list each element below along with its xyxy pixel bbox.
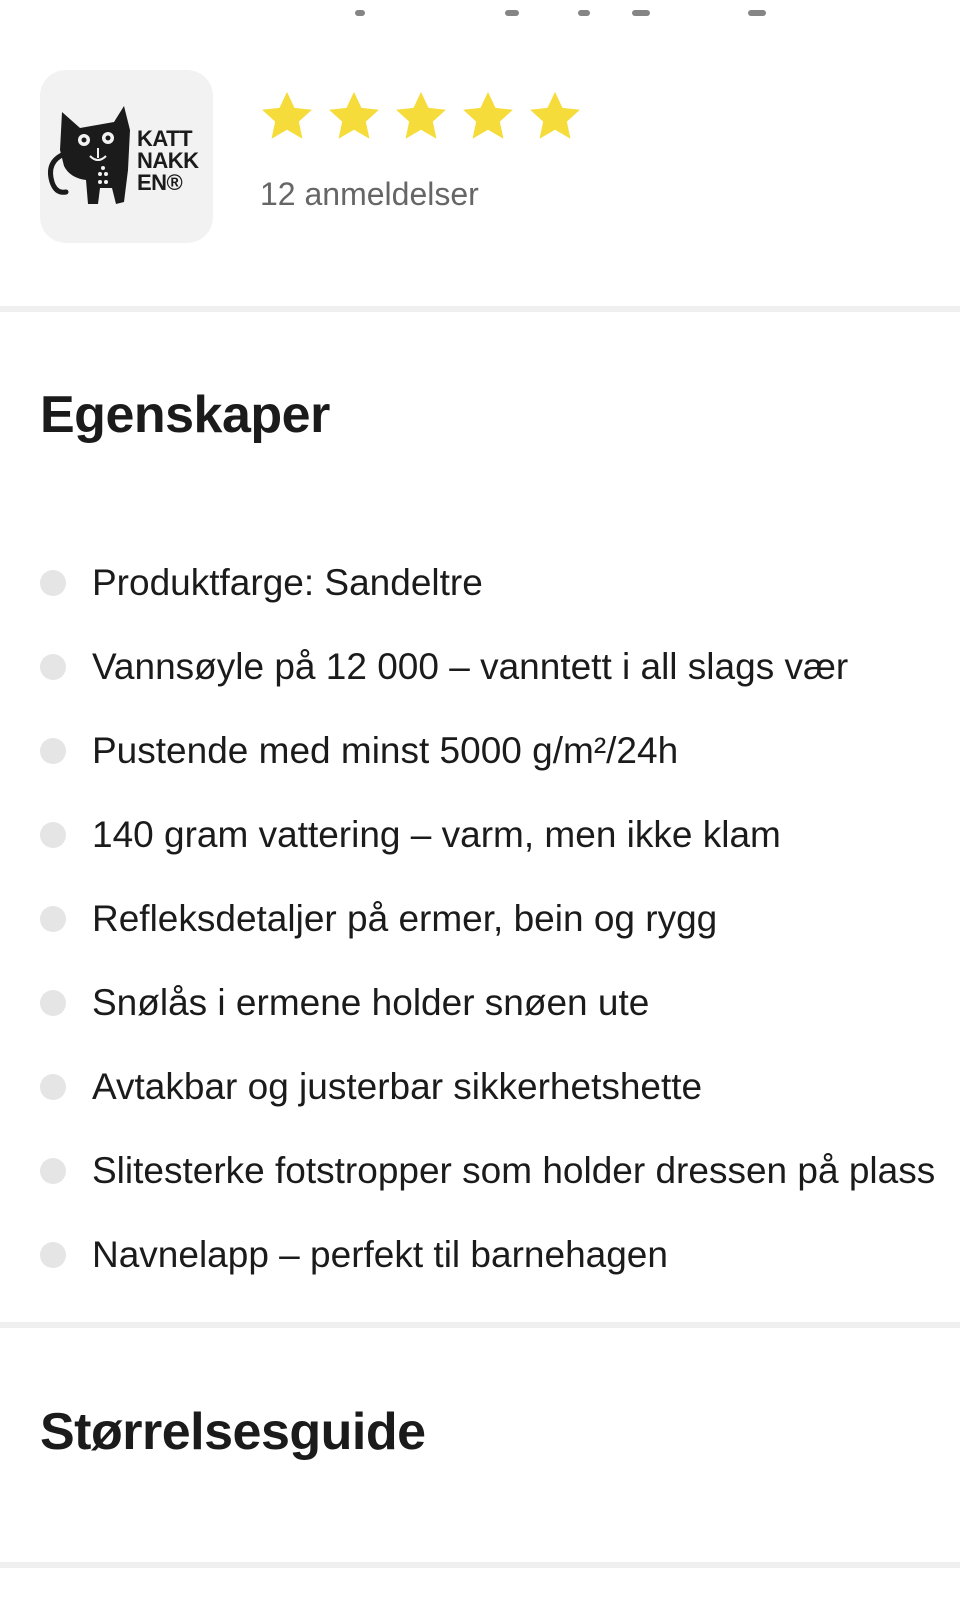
list-item (0, 1138, 960, 1222)
list-item (0, 550, 960, 634)
list-item (0, 1222, 960, 1306)
feature-text: Avtakbar og justerbar sikkerhetshette (92, 1066, 703, 1107)
list-item (0, 718, 960, 802)
list-item (0, 970, 960, 1054)
star-icon (392, 88, 450, 146)
bullet-icon (40, 570, 66, 596)
section-divider-2 (0, 1322, 960, 1328)
feature-text: Refleksdetaljer på ermer, bein og rygg (92, 898, 718, 939)
bullet-icon (40, 1242, 66, 1268)
brand-rating-row (0, 70, 960, 245)
cut-off-text-line (0, 0, 960, 22)
bullet-icon (40, 654, 66, 680)
list-item (0, 1054, 960, 1138)
bullet-icon (40, 906, 66, 932)
section-divider-1 (0, 306, 960, 312)
list-item (0, 886, 960, 970)
brand-logo[interactable] (40, 70, 213, 243)
reviews-count-link[interactable]: 12 anmeldelser (260, 176, 479, 212)
logo-word-line-1: KATT (137, 126, 193, 151)
feature-text: Navnelapp – perfekt til barnehagen (92, 1234, 668, 1275)
bullet-icon (40, 1074, 66, 1100)
star-rating[interactable] (258, 88, 593, 148)
features-list (0, 550, 960, 1306)
star-icon (459, 88, 517, 146)
logo-word-line-3: EN® (137, 170, 183, 195)
star-icon (526, 88, 584, 146)
bullet-icon (40, 990, 66, 1016)
star-icon (258, 88, 316, 146)
list-item (0, 802, 960, 886)
feature-text: Pustende med minst 5000 g/m²/24h (92, 730, 679, 771)
size-guide-heading[interactable]: Størrelsesguide (40, 1403, 426, 1461)
feature-text: Produktfarge: Sandeltre (92, 562, 483, 603)
bullet-icon (40, 1158, 66, 1184)
feature-text: 140 gram vattering – varm, men ikke klam (92, 814, 781, 855)
logo-word-line-2: NAKK (137, 148, 199, 173)
list-item (0, 634, 960, 718)
features-heading: Egenskaper (40, 386, 330, 444)
feature-text: Snølås i ermene holder snøen ute (92, 982, 650, 1023)
feature-text: Vannsøyle på 12 000 – vanntett i all slags vær (92, 646, 849, 687)
bullet-icon (40, 822, 66, 848)
bullet-icon (40, 738, 66, 764)
star-icon (325, 88, 383, 146)
section-divider-3 (0, 1562, 960, 1568)
feature-text: Slitesterke fotstropper som holder dressen på plass (92, 1150, 936, 1191)
